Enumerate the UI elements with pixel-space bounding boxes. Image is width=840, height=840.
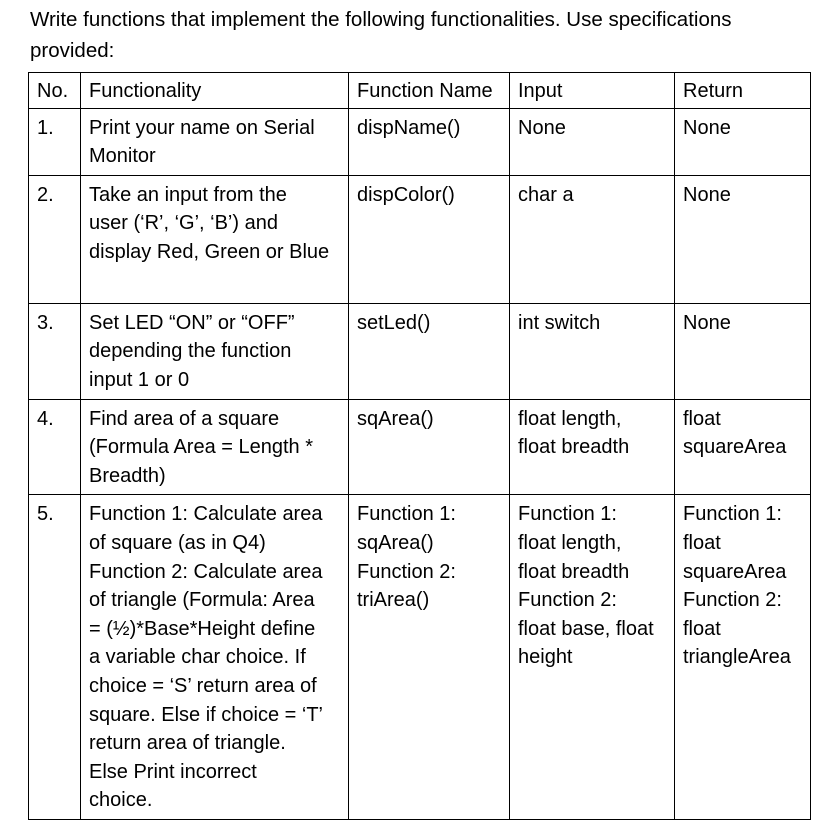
cell-functionality	[81, 495, 349, 820]
cell-line: float length,	[518, 407, 622, 430]
header-no: No.	[29, 73, 81, 109]
cell-line: Function 2:	[357, 560, 456, 583]
cell-line: of square (as in Q4)	[89, 531, 266, 554]
cell-line: int switch	[518, 311, 601, 334]
cell-functionality	[81, 399, 349, 495]
instructions-text	[30, 4, 810, 66]
cell-function-name	[349, 399, 510, 495]
cell-functionality	[81, 108, 349, 175]
table-row	[29, 495, 811, 820]
cell-line: float	[683, 407, 721, 430]
cell-line: None	[518, 116, 566, 139]
header-input: Input	[510, 73, 675, 109]
cell-line: sqArea()	[357, 407, 434, 430]
cell-line: a variable char choice. If	[89, 646, 306, 669]
instructions-line: Write functions that implement the following functionalities. Use specifications	[30, 8, 732, 31]
cell-function-name	[349, 495, 510, 820]
cell-line: float	[683, 531, 721, 554]
cell-no: 1.	[29, 108, 81, 175]
cell-line: float breadth	[518, 560, 630, 583]
cell-line: Take an input from the	[89, 183, 287, 206]
cell-return	[675, 399, 811, 495]
cell-line: square. Else if choice = ‘T’	[89, 703, 323, 726]
cell-function-name	[349, 108, 510, 175]
cell-line: sqArea()	[357, 531, 434, 554]
cell-no: 4.	[29, 399, 81, 495]
cell-line: Else Print incorrect	[89, 760, 257, 783]
cell-line: Function 1:	[683, 503, 782, 526]
cell-line: squareArea	[683, 560, 787, 583]
cell-line: Function 2:	[518, 589, 617, 612]
cell-line: Function 1: Calculate area	[89, 503, 323, 526]
cell-no: 5.	[29, 495, 81, 820]
cell-line: float breadth	[518, 436, 630, 459]
header-functionality: Functionality	[81, 73, 349, 109]
cell-return	[675, 303, 811, 399]
cell-line: = (½)*Base*Height define	[89, 617, 316, 640]
cell-line: dispColor()	[357, 183, 455, 206]
cell-return	[675, 108, 811, 175]
cell-return	[675, 175, 811, 303]
table-row	[29, 108, 811, 175]
header-return: Return	[675, 73, 811, 109]
cell-line: None	[683, 116, 731, 139]
cell-input	[510, 108, 675, 175]
cell-line: Monitor	[89, 145, 156, 168]
cell-line: Breadth)	[89, 464, 166, 487]
header-function-name: Function Name	[349, 73, 510, 109]
cell-line: squareArea	[683, 436, 787, 459]
cell-line: Function 2:	[683, 589, 782, 612]
cell-function-name	[349, 303, 510, 399]
cell-line: Function 1:	[357, 503, 456, 526]
cell-line: Set LED “ON” or “OFF”	[89, 311, 295, 334]
cell-line: choice = ‘S’ return area of	[89, 674, 317, 697]
cell-line: Print your name on Serial	[89, 116, 315, 139]
cell-line: Function 1:	[518, 503, 617, 526]
cell-input	[510, 495, 675, 820]
cell-input	[510, 399, 675, 495]
cell-functionality	[81, 175, 349, 303]
cell-line: user (‘R’, ‘G’, ‘B’) and	[89, 212, 278, 235]
cell-functionality	[81, 303, 349, 399]
cell-line: Find area of a square	[89, 407, 280, 430]
cell-input	[510, 175, 675, 303]
cell-line: triangleArea	[683, 646, 791, 669]
cell-line: (Formula Area = Length *	[89, 436, 314, 459]
cell-line: display Red, Green or Blue	[89, 240, 330, 263]
cell-line: float base, float	[518, 617, 654, 640]
cell-line: return area of triangle.	[89, 732, 286, 755]
cell-line: choice.	[89, 789, 153, 812]
instructions-line: provided:	[30, 39, 115, 62]
cell-function-name	[349, 175, 510, 303]
cell-line: height	[518, 646, 573, 669]
cell-line: triArea()	[357, 589, 430, 612]
cell-line: None	[683, 311, 731, 334]
cell-input	[510, 303, 675, 399]
cell-line: Function 2: Calculate area	[89, 560, 323, 583]
cell-line: depending the function	[89, 340, 292, 363]
cell-line: dispName()	[357, 116, 461, 139]
table-row	[29, 303, 811, 399]
cell-line: of triangle (Formula: Area	[89, 589, 315, 612]
table-row	[29, 399, 811, 495]
cell-return	[675, 495, 811, 820]
cell-no: 3.	[29, 303, 81, 399]
cell-line: setLed()	[357, 311, 431, 334]
cell-no: 2.	[29, 175, 81, 303]
cell-line: char a	[518, 183, 574, 206]
cell-line: input 1 or 0	[89, 368, 190, 391]
cell-line: float length,	[518, 531, 622, 554]
cell-line: None	[683, 183, 731, 206]
cell-line: float	[683, 617, 721, 640]
table-header-row	[29, 73, 811, 109]
specification-table	[28, 72, 811, 820]
table-row	[29, 175, 811, 303]
